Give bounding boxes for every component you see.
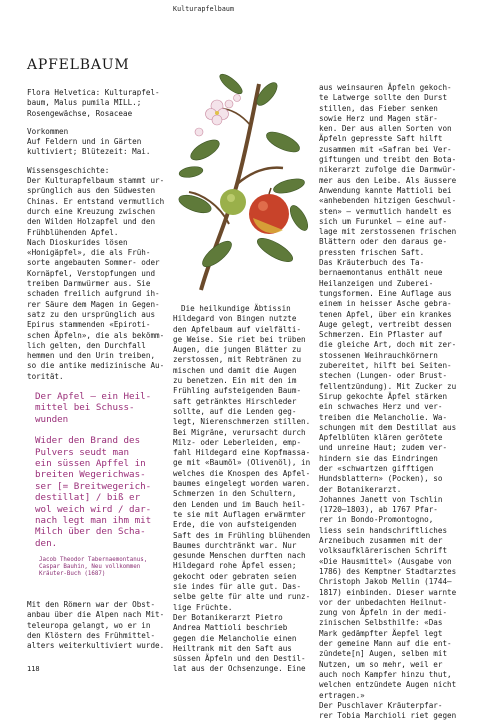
middle-column (173, 304, 315, 675)
body-line: Kornäpfel, Verstopfungen und (27, 268, 156, 278)
body-line: rer in Bondo-Promontogno, (319, 515, 434, 525)
body-line: Heilanzeigen und Zuberei- (319, 278, 434, 288)
body-line: Chinas. Er entstand vermutlich (27, 196, 165, 206)
body-line: der Botanikerarzt. (319, 484, 402, 494)
knowledge-heading: Wissensgeschichte: (27, 165, 110, 175)
body-line: zerstossen, mit Rebtränen zu (173, 355, 302, 365)
body-line: den Klöstern des Frühmittel- (27, 630, 156, 640)
body-line: mer aus den Leibe. Als äussere (319, 175, 457, 185)
body-line: Baumes durchtränkt war. Nur (173, 540, 297, 550)
body-line: pressten frischen Saft. (319, 247, 425, 257)
body-line: treiben Darmwürmer aus. Sie (27, 279, 151, 289)
body-line: ge mit «Baumöl» (Olivenöl), in (173, 458, 311, 468)
body-line: Andrea Mattioli beschrieb (173, 623, 288, 633)
body-line: nikerarzt zufolge die Darmwür- (319, 165, 457, 175)
body-line: Der Puschlaver Kräuterpfar- (319, 700, 443, 710)
quote-line: ser [= Breitwegerich- (35, 480, 152, 492)
body-line: te Latwerge sollte den Durst (319, 93, 448, 103)
body-line: satz zu den ursprünglich aus (27, 309, 156, 319)
body-line: sowie Herz und Magen stär- (319, 113, 438, 123)
body-line: Mit den Römern war der Obst- (27, 600, 156, 609)
body-line: sich um Furunkel – eine auf- (319, 216, 448, 226)
body-line: lage mit zerstossenen frischen (319, 227, 457, 237)
quote-source-line: Kräuter-Buch (1687) (39, 571, 106, 578)
body-line: Sirup gekochte Äpfel stärken (319, 391, 448, 401)
body-line: Saft des im Frühling blühenden (173, 530, 311, 540)
body-line: auch noch Kampfer hinzu thut, (319, 669, 452, 679)
body-line: vor der unbedachten Heilnut- (319, 597, 448, 607)
body-line: «anhebenden hitzigen Geschwul- (319, 196, 457, 206)
body-line: Frühling aufsteigenden Baum- (173, 386, 302, 396)
body-line: selbe gelte für alte und runz- (173, 592, 311, 602)
body-line: teleuropa gelangt, wo er in (27, 620, 151, 630)
body-line: durch eine Kreuzung zwischen (27, 206, 156, 216)
body-line: Heiltrank mit den Saft aus (173, 643, 292, 653)
body-line: Christoph Jakob Mellin (1744– (319, 577, 452, 587)
pull-quote (35, 391, 163, 549)
body-line: sprünglich aus den Südwesten (27, 186, 156, 196)
body-line: saft getränktes Hirschleder (173, 396, 297, 406)
occurrence-block (27, 127, 169, 158)
body-line: Epirus stammenden «Epiroti- (27, 320, 151, 330)
quote-heading-line: Der Apfel – ein Heil- (35, 391, 152, 402)
quote-line: Milch über den Scha- (35, 526, 146, 538)
body-line: lich gelten, den Durchfall (27, 340, 146, 350)
intro-line: Flora Helvetica: Kulturapfel- (27, 88, 160, 97)
body-line: rer Säure dem Magen in Gegen- (27, 299, 160, 309)
body-line: (1720–1803), ab 1767 Pfar- (319, 505, 438, 515)
body-line: und unreine Haut; zudem ver- (319, 443, 448, 453)
body-line: zinischen Selbsthilfe: «Das (319, 618, 443, 628)
body-line: Frühblühenden Apfel. (27, 227, 119, 237)
article-title: APFELBAUM (27, 57, 130, 73)
quote-line: wol weich wird / dar- (35, 503, 152, 515)
body-line: hindern sie das Eindringen (319, 453, 438, 463)
body-line: legt, Nierenschmerzen stillen. (173, 417, 311, 427)
body-line: Schmerzen in den Schultern, (173, 489, 297, 499)
quote-source-line: Jacob Theodor Tabernaemontanus, (39, 557, 148, 563)
body-line: ken. Der aus allen Sorten von (319, 124, 452, 134)
body-line: Arzneibuch zusammen mit der (319, 536, 443, 546)
body-line: sollte, auf die Lenden geg- (173, 406, 297, 416)
body-line: aus weinsauren Äpfeln gekoch- (319, 83, 452, 92)
body-line: 1817) einbinden. Dieser warnte (319, 587, 457, 597)
body-line: schen Äpfeln», die als bekömm- (27, 330, 165, 340)
body-line: Hundsblattern» (Pocken), so (319, 474, 443, 484)
quote-line: Wider den Brand des (35, 435, 141, 447)
body-line: treiben die Melancholie. Wa- (319, 412, 448, 422)
body-line: Hildegard rohe Äpfel essen; (173, 561, 297, 571)
body-line: ge Weise. Sie riet bei trüben (173, 334, 306, 344)
body-line: Apfelblüten klären gerötete (319, 433, 443, 443)
body-line: Erde, die von aufsteigenden (173, 520, 297, 530)
body-line: baumes eingelegt worden waren. (173, 479, 311, 489)
body-line: welchen entzündete Augen nicht (319, 680, 457, 690)
body-line: Blättern oder den daraus ge- (319, 237, 448, 247)
body-line: lige Früchte. (173, 602, 233, 612)
body-line: Augen, die jungen Blätter zu (173, 345, 302, 355)
occurrence-line: kultiviert; Blütezeit: Mai. (27, 147, 151, 157)
quote-line: destillat] / biß er (35, 492, 141, 504)
running-head: Kulturapfelbaum (173, 5, 235, 13)
body-line: Milz- oder Leberleiden, emp- (173, 437, 302, 447)
body-line: Nach Dioskurides lösen (27, 237, 128, 247)
body-line: Der Kulturapfelbaum stammt ur- (27, 176, 165, 186)
body-line: torität. (27, 371, 64, 381)
body-line: sorte angebauten Sommer- oder (27, 258, 160, 268)
body-line: zung von Äpfeln in der medi- (319, 608, 448, 618)
page-number: 118 (27, 665, 40, 673)
body-line: volksaufklärerischen Schrift (319, 546, 448, 556)
body-line: sie indes für alle gut. Das- (173, 582, 302, 592)
body-line: zubereitet, hilft bei Seiten- (319, 361, 452, 371)
quote-line: ein süssen Apffel in (35, 458, 146, 470)
quote-heading-line: wunden (35, 413, 69, 425)
body-line: ertragen.» (319, 690, 365, 700)
body-line: Mark gedämpfter Äepfel legt (319, 628, 443, 638)
body-line: gesunde Menschen durften nach (173, 551, 306, 561)
body-line: te sie mit Auflagen erwärmter (173, 509, 306, 519)
body-line: «Die Hausmittel» (Ausgabe von (319, 556, 452, 566)
body-line: giftungen und treibt den Bota- (319, 155, 457, 165)
occurrence-line: Auf Feldern und in Gärten (27, 137, 142, 147)
occurrence-line: Vorkommen (27, 126, 69, 136)
left-bottom-paragraph (27, 600, 169, 651)
body-line: Die heilkundige Äbtissin (181, 304, 291, 313)
body-line: Johannes Janett von Tschlin (319, 494, 443, 504)
body-line: Anwendung kannte Mattioli bei (319, 185, 452, 195)
body-line: rer Tobia Marchioli riet gegen (319, 711, 457, 721)
quote-source-line: Caspar Bauhin, Neu vollkommen (39, 564, 141, 571)
body-line: den Wilden Holzapfel und den (27, 217, 156, 227)
body-line: Nutzen, um so mehr, weil er (319, 659, 443, 669)
body-line: einem in heisser Asche gebra- (319, 299, 452, 309)
body-line: mischen und damit die Augen (173, 365, 297, 375)
body-line: der gemeine Mann auf die ent- (319, 639, 452, 649)
body-line: ein schwaches Herz und ver- (319, 402, 443, 412)
quote-source (39, 557, 164, 579)
body-line: Hildegard von Bingen nutzte (173, 314, 297, 324)
body-line: schungen mit dem Destillat aus (319, 422, 457, 432)
body-line: Schmerzen. Ein Pflaster auf (319, 330, 443, 340)
body-line: zu benetzen. Ein mit den im (173, 376, 297, 386)
body-line: tungsformen. Eine Auflage aus (319, 288, 452, 298)
body-line: gekocht oder gebraten seien (173, 571, 297, 581)
intro-line: Rosengewächse, Rosaceae (27, 108, 133, 118)
body-line: 1786) des Kemptner Stadtarztes (319, 566, 457, 576)
body-line: welches die Knospen des Apfel- (173, 468, 311, 478)
body-line: süssen Äpfeln und den Destil- (173, 654, 306, 664)
body-line: lat aus der Ochsenzunge. Eine (173, 664, 306, 674)
body-line: alters weiterkultiviert wurde. (27, 641, 165, 651)
body-line: Äpfeln gepresste Saft hilft (319, 134, 443, 144)
body-line: zusammen mit «Safran bei Ver- (319, 144, 452, 154)
quote-line: den. (35, 537, 58, 549)
body-line: stechen (Lungen- oder Brust- (319, 371, 448, 381)
apple-branch-illustration (171, 54, 317, 298)
body-line: der «schwartzen gifftigen (319, 463, 434, 473)
body-line: so die antike medizinische Au- (27, 361, 165, 371)
body-line: schaden freilich aufgrund ih- (27, 289, 160, 299)
quote-line: Pulvers seudt man (35, 446, 130, 458)
body-line: Der Botanikerarzt Pietro (173, 612, 283, 622)
body-line: stillen, das Fieber senken (319, 103, 438, 113)
body-line: sten» – vermutlich handelt es (319, 206, 452, 216)
body-line: den Apfelbaum auf vielfälti- (173, 324, 302, 334)
body-line: Das Kräuterbuch des Ta- (319, 258, 425, 268)
body-line: gegen die Melancholie einen (173, 633, 297, 643)
left-column (27, 88, 169, 382)
body-line: fellentzündung). Mit Zucker zu (319, 381, 457, 391)
knowledge-block (27, 166, 169, 382)
body-line: liess sein handschriftliches (319, 525, 448, 535)
quote-line: breiten Wegerichwas- (35, 469, 146, 481)
body-line: hemmen und den Urin treiben, (27, 351, 156, 361)
body-line: «Honigäpfel», die als Früh- (27, 248, 151, 258)
body-line: Auge gelegt, vertreibt dessen (319, 319, 452, 329)
right-column (319, 83, 463, 721)
body-line: die gleiche Art, doch mit zer- (319, 340, 457, 350)
intro-block (27, 88, 169, 119)
body-line: tenen Apfel, über ein krankes (319, 309, 452, 319)
body-line: Bei Migräne, verursacht durch (173, 427, 306, 437)
body-line: stossenen Weihrauchkörnern (319, 350, 438, 360)
body-line: fahl Hildegard eine Kopfmassa- (173, 448, 311, 458)
intro-line: baum, Malus pumila MILL.; (27, 98, 142, 108)
quote-line: nach legt man ihm mit (35, 515, 152, 527)
body-line: zündete[n] Augen, selben mit (319, 649, 448, 659)
quote-heading-line: mittel bei Schuss- (35, 402, 135, 414)
body-line: bernaemontanus enthält neue (319, 268, 443, 278)
body-line: den Lenden und im Bauch heil- (173, 499, 306, 509)
body-line: anbau über die Alpen nach Mit- (27, 610, 165, 620)
